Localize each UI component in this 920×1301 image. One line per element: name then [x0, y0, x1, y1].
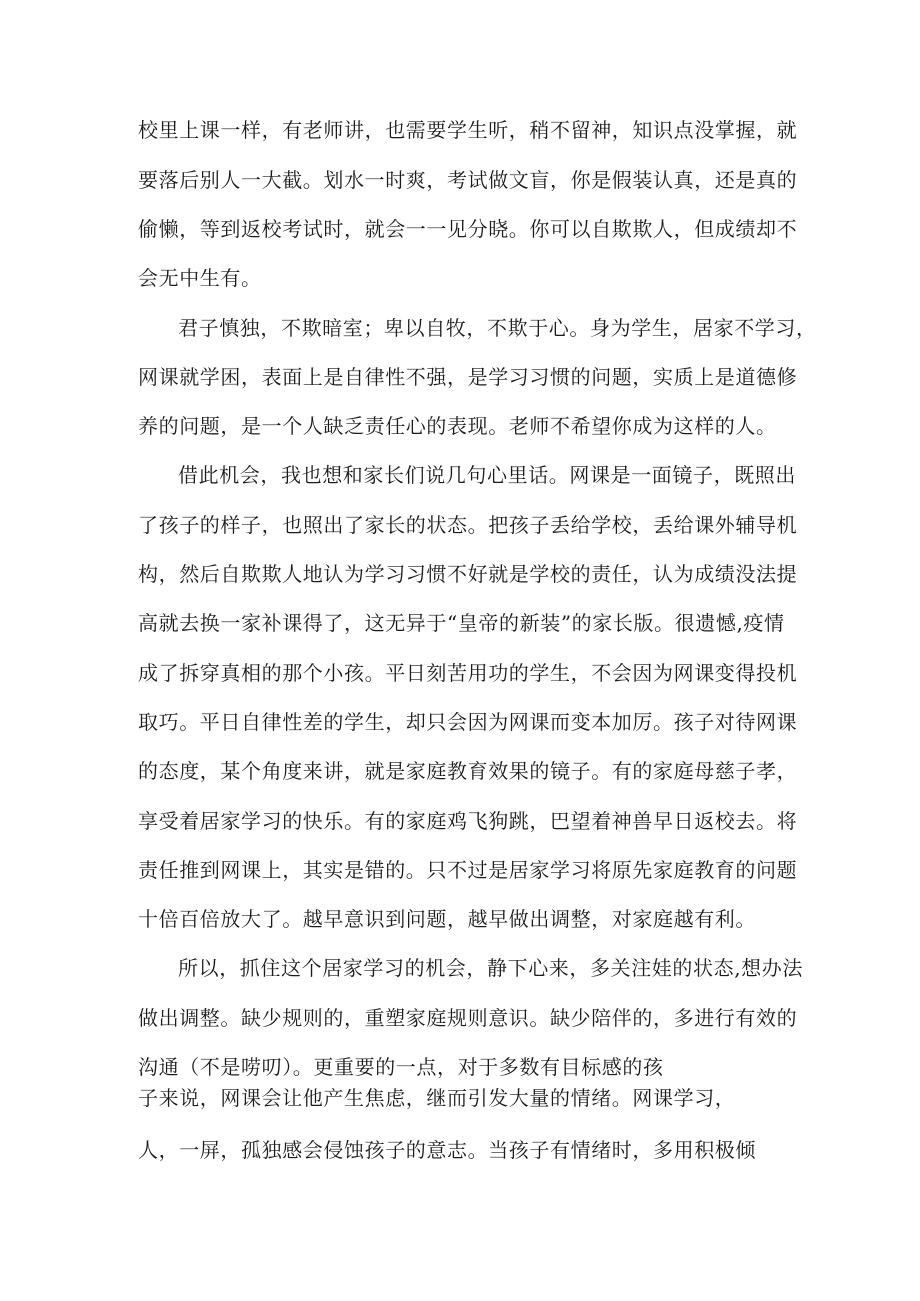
paragraph-first-line: 所以，抓住这个居家学习的机会，静下心来，多关注娃的状态,想办法 — [178, 956, 803, 980]
text-line: 享受着居家学习的快乐。有的家庭鸡飞狗跳，巴望着神兽早日返校去。将 — [138, 809, 798, 833]
text-line: 了孩子的样子，也照出了家长的状态。把孩子丢给学校，丢给课外辅导机 — [138, 513, 798, 537]
text-line: 责任推到网课上，其实是错的。只不过是居家学习将原先家庭教育的问题 — [138, 858, 798, 882]
text-line: 偷懒，等到返校考试时，就会一一见分晓。你可以自欺欺人，但成绩却不 — [138, 217, 798, 241]
text-line: 成了拆穿真相的那个小孩。平日刻苦用功的学生，不会因为网课变得投机 — [138, 661, 798, 685]
text-line: 高就去换一家补课得了，这无异于“皇帝的新装”的家长版。很遗憾,疫情 — [138, 611, 785, 635]
text-line: 取巧。平日自律性差的学生，却只会因为网课而变本加厉。孩子对待网课 — [138, 710, 798, 734]
text-line: 做出调整。缺少规则的，重塑家庭规则意识。缺少陪伴的，多进行有效的 — [138, 1006, 798, 1030]
text-line: 子来说，网课会让他产生焦虑，继而引发大量的情绪。网课学习， — [138, 1086, 736, 1110]
paragraph-first-line: 君子慎独，不欺暗室；卑以自牧，不欺于心。身为学生，居家不学习， — [178, 316, 817, 340]
text-line: 人，一屏，孤独感会侵蚀孩子的意志。当孩子有情绪时，多用积极倾 — [138, 1138, 756, 1162]
text-line: 要落后别人一大截。划水一时爽，考试做文盲，你是假装认真，还是真的 — [138, 168, 798, 192]
text-line: 十倍百倍放大了。越早意识到问题，越早做出调整，对家庭越有利。 — [138, 907, 756, 931]
text-line: 网课就学困，表面上是自律性不强，是学习习惯的问题，实质上是道德修 — [138, 365, 798, 389]
text-line: 的态度，某个角度来讲，就是家庭教育效果的镜子。有的家庭母慈子孝， — [138, 759, 798, 783]
text-line: 养的问题，是一个人缺乏责任心的表现。老师不希望你成为这样的人。 — [138, 414, 777, 438]
text-line: 构，然后自欺欺人地认为学习习惯不好就是学校的责任，认为成绩没法提 — [138, 562, 798, 586]
paragraph-first-line: 借此机会，我也想和家长们说几句心里话。网课是一面镜子，既照出 — [178, 463, 796, 487]
text-line: 会无中生有。 — [138, 266, 262, 290]
text-line: 校里上课一样，有老师讲，也需要学生听，稍不留神，知识点没掌握，就 — [138, 118, 798, 142]
text-line: 沟通（不是唠叨）。更重要的一点，对于多数有目标感的孩 — [138, 1055, 664, 1079]
